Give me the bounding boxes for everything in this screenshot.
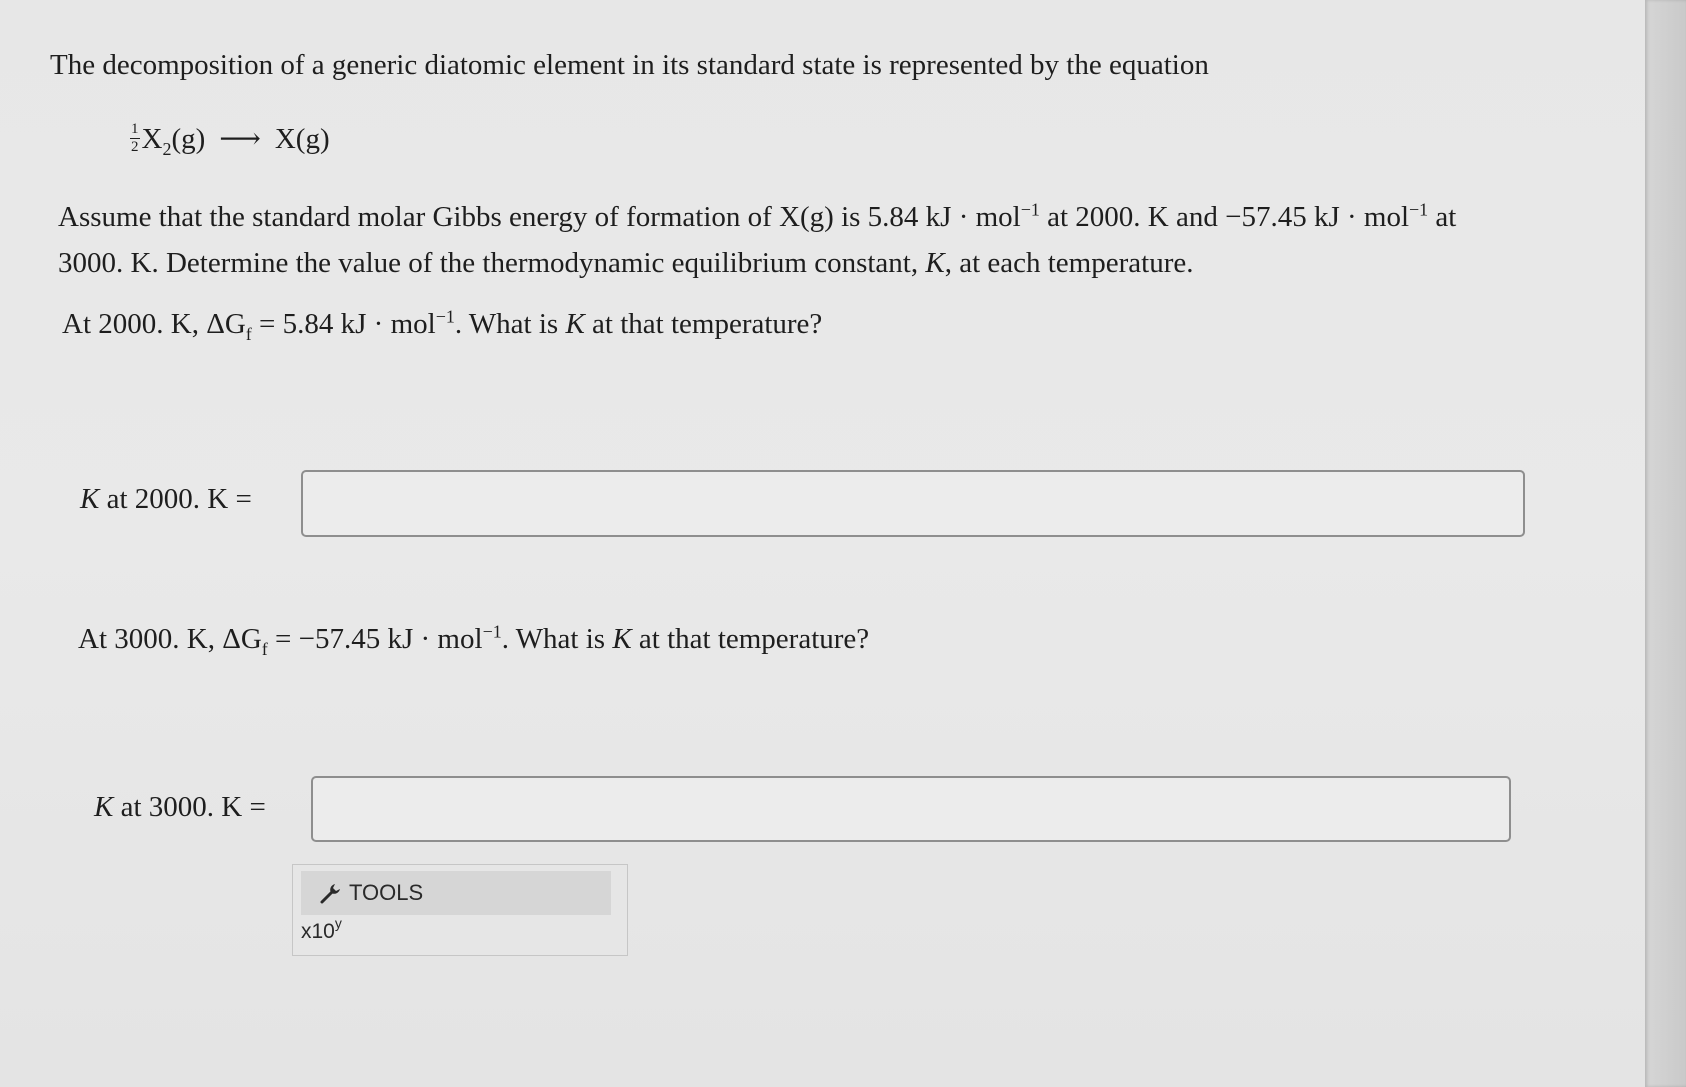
- question-intro: The decomposition of a generic diatomic element in its standard state is represented by the equation: [50, 49, 1209, 81]
- assumption-text-c: at: [1428, 201, 1457, 233]
- answer-label-text: at 3000. K =: [113, 791, 266, 823]
- answer-label-text: at 2000. K =: [99, 483, 252, 515]
- assumption-line-1: [58, 200, 1456, 235]
- subscript: f: [245, 323, 252, 344]
- k-symbol: K: [925, 247, 945, 279]
- reactant-state: (g): [171, 123, 206, 155]
- exponent: −1: [1020, 199, 1040, 220]
- assumption-text-e: , at each temperature.: [944, 247, 1194, 279]
- exponent: −1: [1409, 199, 1429, 220]
- part1-question-b: at that temperature?: [584, 308, 823, 340]
- fraction-denominator: 2: [131, 138, 139, 155]
- assumption-text-a: Assume that the standard molar Gibbs energy of formation of X(g) is 5.84 kJ · mol: [58, 201, 1021, 233]
- part1-value: = 5.84 kJ · mol: [251, 308, 436, 340]
- part1-answer-label: [80, 482, 252, 517]
- k-symbol: K: [80, 483, 100, 515]
- part2-answer-label: [94, 790, 266, 825]
- assumption-text-d: 3000. K. Determine the value of the thermodynamic equilibrium constant,: [58, 247, 926, 279]
- x10-exponent: y: [334, 915, 342, 931]
- reactant-subscript: 2: [162, 138, 172, 159]
- answer-input-3000k[interactable]: [311, 776, 1511, 842]
- reaction-equation: [130, 122, 330, 158]
- subscript: f: [261, 638, 268, 659]
- monitor-bezel: [1645, 0, 1686, 1087]
- exponent: −1: [435, 306, 455, 327]
- part2-question-a: . What is: [501, 623, 613, 655]
- assumption-text-b: at 2000. K and −57.45 kJ · mol: [1039, 201, 1410, 233]
- part2-question-b: at that temperature?: [631, 623, 870, 655]
- part1-question: [62, 307, 822, 342]
- tools-label: TOOLS: [349, 880, 424, 905]
- assumption-line-2: [58, 246, 1193, 281]
- k-symbol: K: [565, 308, 585, 340]
- tools-button[interactable]: [301, 871, 611, 915]
- wrench-icon: [319, 881, 343, 905]
- part2-prefix: At 3000. K, ΔG: [78, 623, 262, 655]
- k-symbol: K: [612, 623, 632, 655]
- x10-base: x10: [301, 920, 335, 943]
- part1-question-a: . What is: [454, 308, 566, 340]
- part2-question: [78, 622, 869, 657]
- scientific-notation-button[interactable]: [301, 915, 342, 944]
- answer-input-2000k[interactable]: [301, 470, 1525, 537]
- stoich-fraction: [130, 122, 140, 155]
- reactant-symbol: X: [141, 123, 163, 155]
- part2-value: = −57.45 kJ · mol: [267, 623, 483, 655]
- exponent: −1: [482, 621, 502, 642]
- k-symbol: K: [94, 791, 114, 823]
- product: X(g): [274, 123, 330, 155]
- fraction-numerator: 1: [131, 120, 139, 137]
- tools-panel: [292, 864, 628, 956]
- reaction-arrow: ⟶: [219, 123, 261, 155]
- part1-prefix: At 2000. K, ΔG: [62, 308, 246, 340]
